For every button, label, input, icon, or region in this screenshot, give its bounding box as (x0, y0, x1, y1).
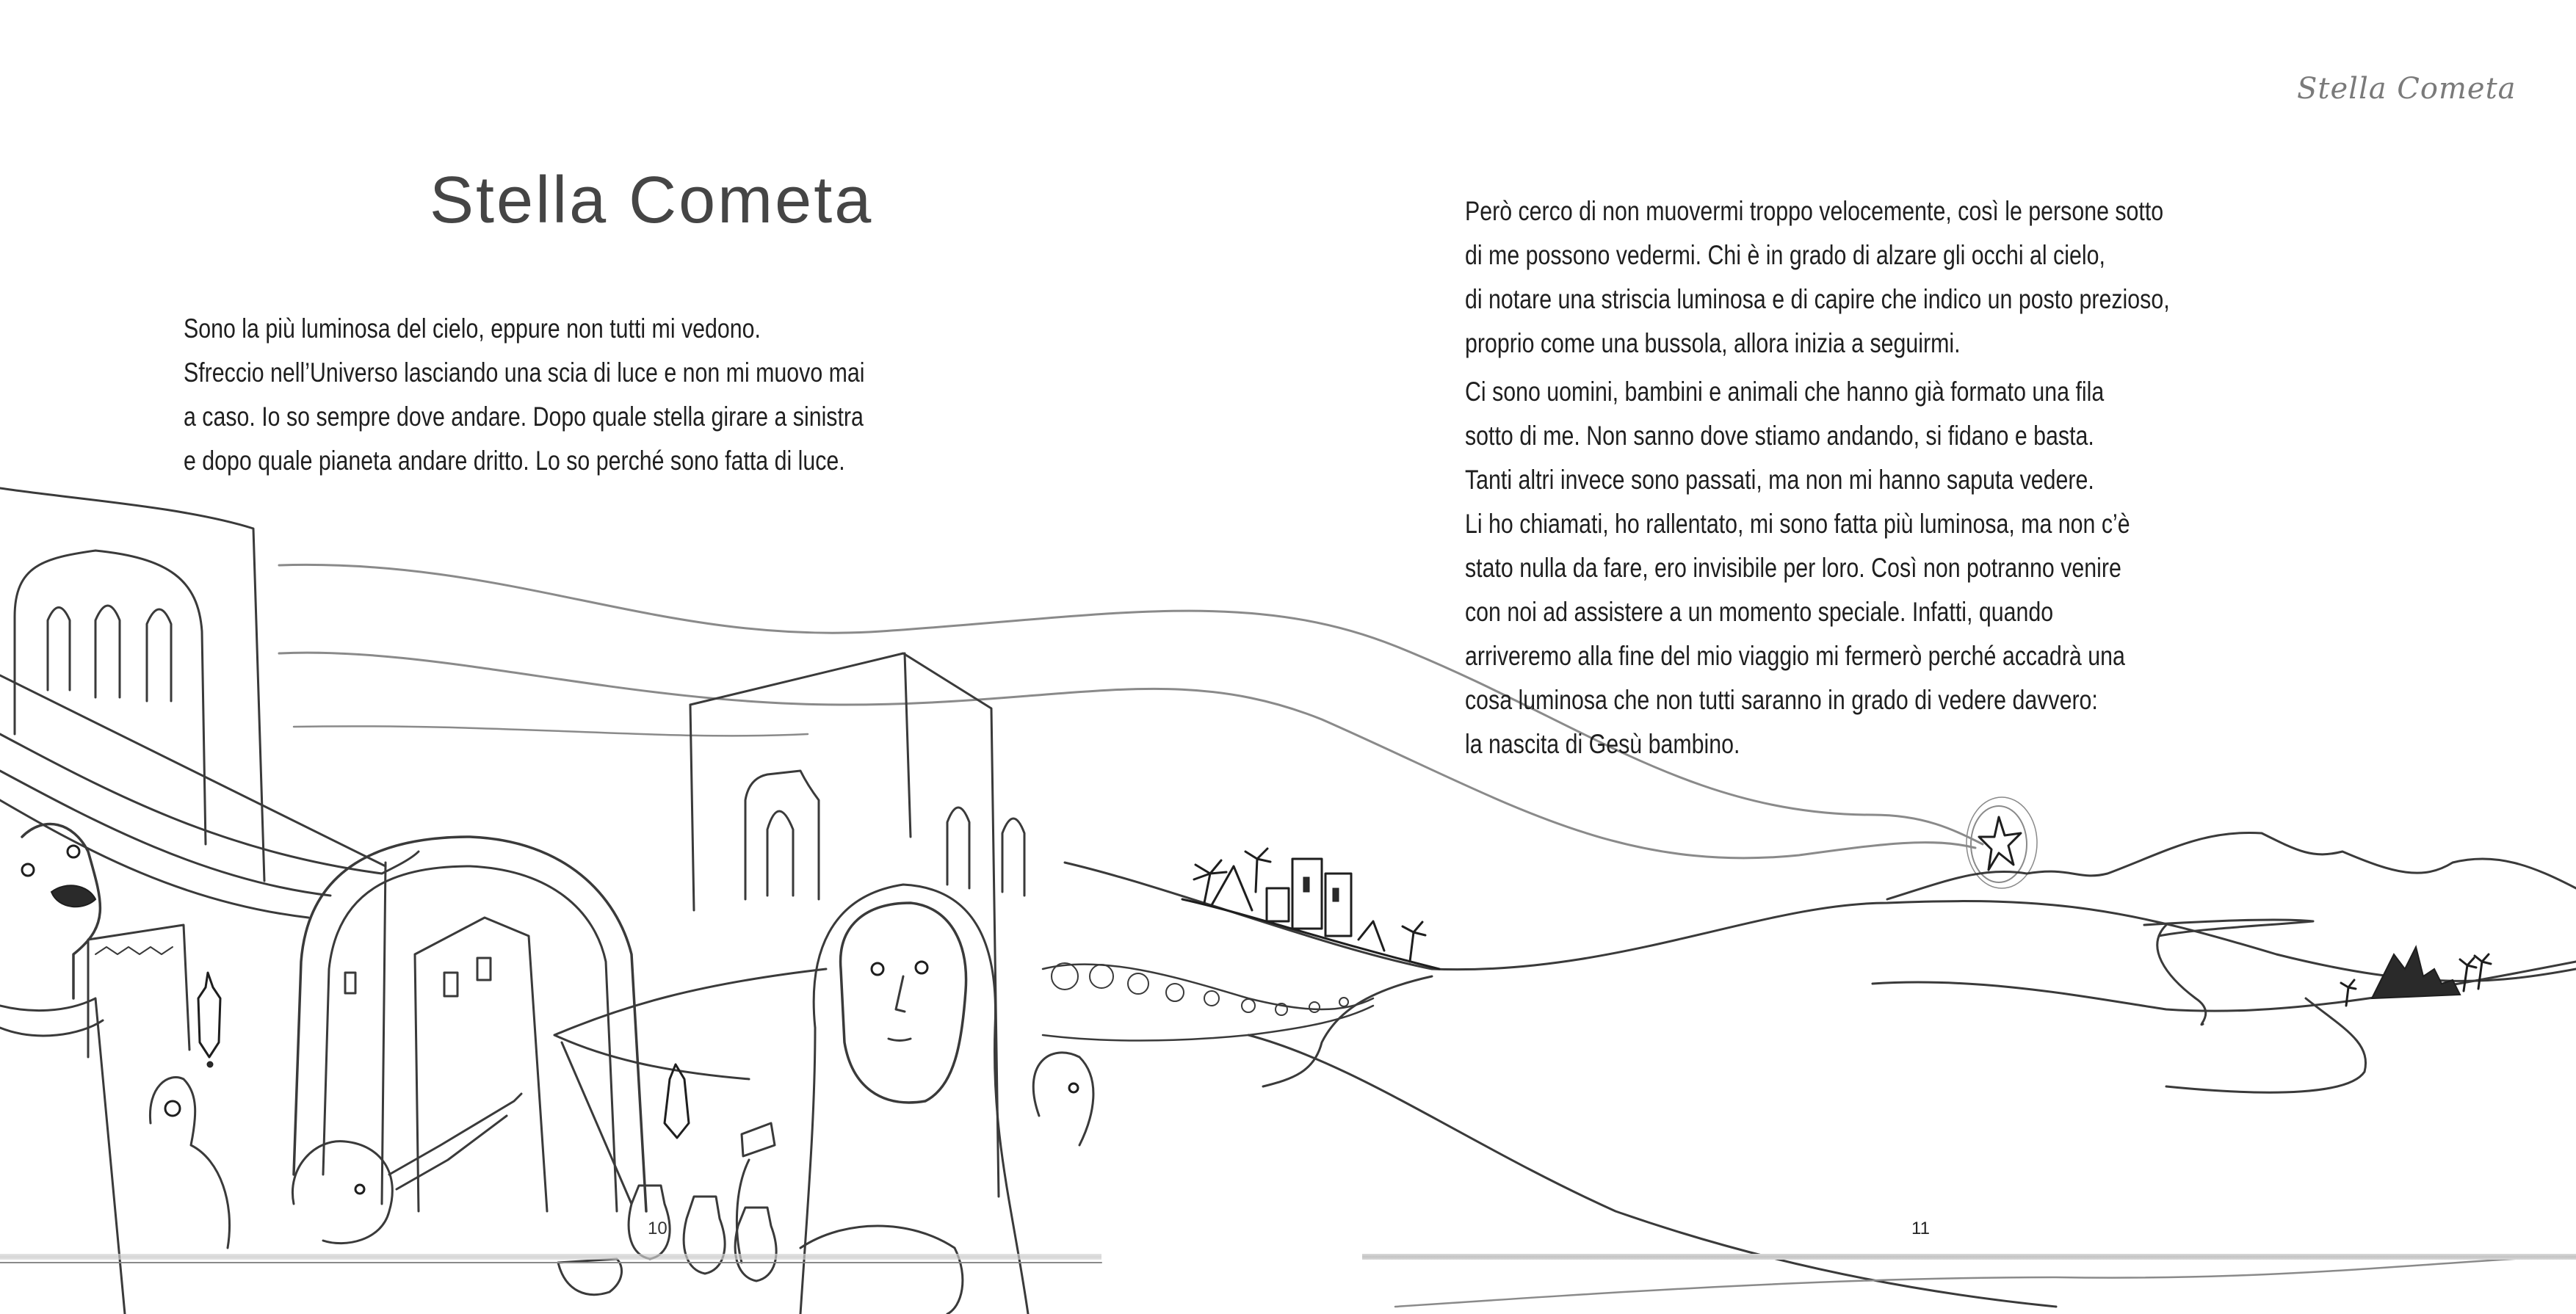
text-line: Sfreccio nell’Universo lasciando una scia di luce e non mi muovo mai (184, 357, 865, 388)
palm-tree-icon (1194, 849, 1425, 962)
text-line: di notare una striscia luminosa e di capire che indico un posto prezioso, (1465, 284, 2170, 314)
text-line: a caso. Io so sempre dove andare. Dopo quale stella girare a sinistra (184, 402, 864, 432)
bethlehem-village (2341, 947, 2491, 1006)
right-paragraph-2 (1465, 370, 2276, 766)
page-number-left: 10 (648, 1219, 667, 1238)
text-line: cosa luminosa che non tutti saranno in grado di vedere davvero: (1465, 685, 2098, 715)
scan-shadow-strip (1362, 1254, 2576, 1260)
text-line: Sono la più luminosa del cielo, eppure non tutti mi vedono. (184, 313, 761, 344)
right-paragraph-1 (1465, 189, 2324, 366)
text-line: Ci sono uomini, bambini e animali che hanno già formato una fila (1465, 377, 2105, 407)
text-line: Li ho chiamati, ho rallentato, mi sono fatta più luminosa, ma non c’è (1465, 509, 2130, 539)
page-number-right: 11 (1911, 1219, 1930, 1238)
text-line: sotto di me. Non sanno dove stiamo andando, si fidano e basta. (1465, 421, 2094, 451)
procession (1043, 963, 1373, 1041)
market-people (0, 824, 1093, 1314)
text-line: di me possono vedermi. Chi è in grado di alzare gli occhi al cielo, (1465, 240, 2105, 270)
market-awning (0, 675, 826, 1204)
text-line: e dopo quale pianeta andare dritto. Lo so perché sono fatta di luce. (184, 446, 845, 476)
pottery (558, 1186, 776, 1295)
text-line: Però cerco di non muovermi troppo velocemente, così le persone sotto (1465, 196, 2164, 226)
text-line: stato nulla da fare, ero invisibile per loro. Così non potranno venire (1465, 553, 2121, 583)
text-line: Tanti altri invece sono passati, ma non mi hanno saputa vedere. (1465, 465, 2094, 495)
village-icon (1182, 859, 1439, 969)
left-paragraph (184, 307, 1014, 483)
scan-shadow-strip-left (0, 1254, 1101, 1260)
running-header: Stella Cometa (2297, 72, 2517, 106)
page-title: Stella Cometa (430, 164, 874, 237)
text-line: arriveremo alla fine del mio viaggio mi fermerò perché accadrà una (1465, 641, 2125, 671)
text-line: con noi ad assistere a un momento speciale. Infatti, quando (1465, 597, 2054, 627)
lantern-icon (198, 973, 689, 1138)
text-line: proprio come una bussola, allora inizia a seguirmi. (1465, 328, 1961, 358)
text-line: la nascita di Gesù bambino. (1465, 729, 1740, 759)
